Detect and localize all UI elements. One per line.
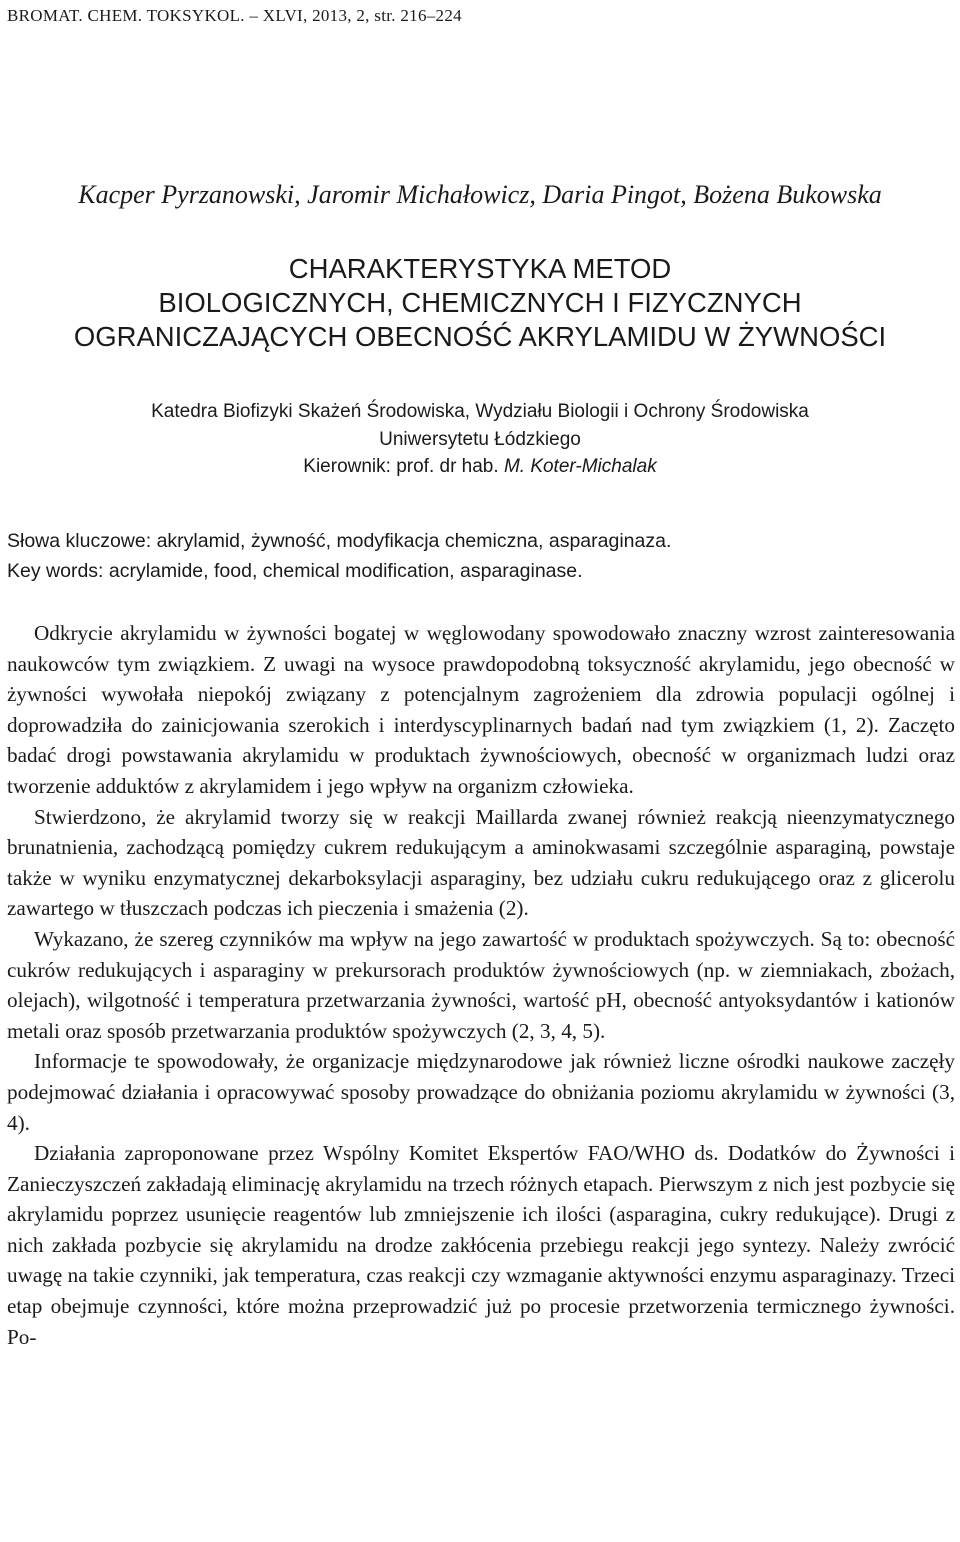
journal-header: BROMAT. CHEM. TOKSYKOL. – XLVI, 2013, 2, str. 216–224 — [7, 6, 462, 25]
affiliation-department: Katedra Biofizyki Skażeń Środowiska, Wydziału Biologii i Ochrony Środowiska — [151, 401, 809, 422]
head-name: M. Koter-Michalak — [503, 456, 657, 477]
keywords-block — [7, 526, 671, 586]
title-line: CHARAKTERYSTYKA METOD — [288, 253, 672, 284]
keywords-english: Key words: acrylamide, food, chemical modification, asparaginase. — [7, 560, 583, 582]
title-line: OGRANICZAJĄCYCH OBECNOŚĆ AKRYLAMIDU W ŻYWNOŚCI — [73, 321, 887, 352]
affiliation — [0, 398, 960, 481]
head-prefix: Kierownik: prof. dr hab. — [303, 456, 504, 477]
body-paragraph: Stwierdzono, że akrylamid tworzy się w reakcji Maillarda zwanej również reakcją nieenzymatycznego brunatnienia, zachodzącą pomiędzy cukrem redukującym a aminokwasami szczególnie asparaginą, powstaje także w wyniku enzymatycznej dekarboksylacji asparaginy, bez udziału cukru redukującego oraz z glicerolu zawartego w tłuszczach podczas ich pieczenia i smażenia (2). — [7, 804, 955, 921]
affiliation-head — [0, 453, 960, 481]
title-line: BIOLOGICZNYCH, CHEMICZNYCH I FIZYCZNYCH — [158, 287, 802, 318]
body-paragraph: Odkrycie akrylamidu w żywności bogatej w węglowodany spowodowało znaczny wzrost zainteresowania naukowców tym związkiem. Z uwagi na wysoce prawdopodobną toksyczność akrylamidu, jego obecność w żywności wywołała niepokój związany z potencjalnym zagrożeniem dla zdrowia populacji ogólnej i doprowadziła do zainicjowania szerokich i interdyscyplinarnych badań nad tym związkiem (1, 2). Zaczęto badać drogi powstawania akrylamidu w produktach żywnościowych, obecność w organizmach ludzi oraz tworzenie adduktów z akrylamidem i jego wpływ na organizm człowieka. — [7, 621, 955, 798]
article-title — [0, 252, 960, 354]
article-body — [7, 618, 955, 1352]
body-paragraph: Informacje te spowodowały, że organizacje międzynarodowe jak również liczne ośrodki naukowe zaczęły podejmować działania i opracowywać sposoby prowadzące do obniżania poziomu akrylamidu w żywności (3, 4). — [7, 1049, 955, 1135]
keywords-polish: Słowa kluczowe: akrylamid, żywność, modyfikacja chemiczna, asparaginaza. — [7, 530, 672, 552]
body-paragraph: Wykazano, że szereg czynników ma wpływ na jego zawartość w produktach spożywczych. Są to: obecność cukrów redukujących i asparaginy w prekursorach produktów żywnościowych (np. w ziemniakach, zbożach, olejach), wilgotność i temperatura przetwarzania żywności, wartość pH, obecność antyoksydantów i kationów metali oraz sposób przetwarzania produktów spożywczych (2, 3, 4, 5). — [7, 926, 955, 1043]
affiliation-university: Uniwersytetu Łódzkiego — [379, 428, 581, 450]
body-paragraph: Działania zaproponowane przez Wspólny Komitet Ekspertów FAO/WHO ds. Dodatków do Żywności i Zanieczyszczeń zakładają eliminację akrylamidu na trzech różnych etapach. Pierwszym z nich jest pozbycie się akrylamidu poprzez usunięcie reagentów lub zmniejszenie ich ilości (asparagina, cukry redukujące). Drugi z nich zakłada pozbycie się akrylamidu na drodze zakłócenia przebiegu reakcji jego syntezy. Należy zwrócić uwagę na takie czynniki, jak temperatura, czas reakcji czy wzmaganie aktywności enzymu asparaginazy. Trzeci etap obejmuje czynności, które można przeprowadzić już po procesie przetworzenia termicznego żywności. Po- — [7, 1141, 955, 1349]
author-list: Kacper Pyrzanowski, Jaromir Michałowicz, Daria Pingot, Bożena Bukowska — [78, 180, 882, 209]
